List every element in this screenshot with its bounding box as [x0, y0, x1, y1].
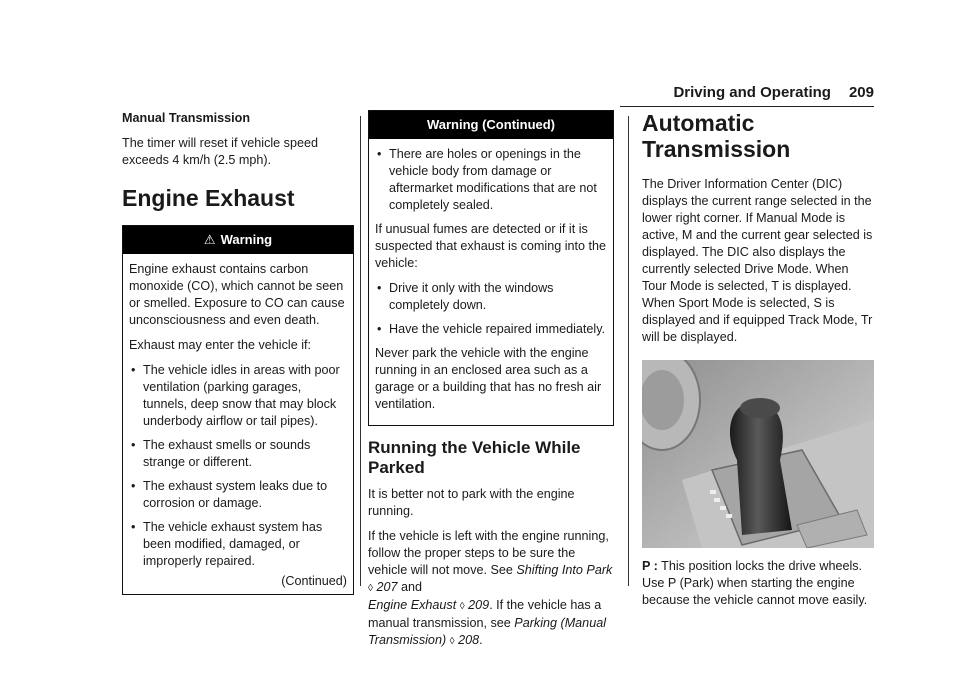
page-ref-arrow-icon: ◊: [449, 636, 455, 647]
list-item: • The vehicle idles in areas with poor ventilation (parking garages, tunnels, deep snow that may block underbody airflow or tail pipes).: [129, 362, 347, 430]
running-header: [673, 84, 874, 101]
list-item: • Drive it only with the windows completely down.: [375, 280, 607, 314]
dic-paragraph: The Driver Information Center (DIC) displays the current range selected in the lower right corner. If Manual Mode is active, M and the current gear selected is displayed. The DIC also displays the currently selected Drive Mode. When Tour Mode is selected, T is displayed. When Sport Mode is selected, S is displayed and if equipped Track Mode, Tr will be displayed.: [642, 177, 873, 344]
and-text: and: [400, 580, 422, 594]
page-ref-208[interactable]: 208: [458, 633, 480, 647]
park-label: P :: [642, 559, 658, 573]
period: .: [479, 633, 483, 647]
warning-paragraph-1: If unusual fumes are detected or if it is suspected that exhaust is coming into the vehicle:: [375, 222, 607, 270]
warning-body: [369, 139, 613, 425]
link-engine-exhaust[interactable]: Engine Exhaust: [368, 598, 457, 612]
column-3: [642, 110, 874, 617]
gear-shifter-illustration: [642, 360, 874, 548]
list-item: • The vehicle exhaust system has been modified, damaged, or improperly repaired.: [129, 519, 347, 570]
warning-box: [122, 225, 354, 595]
engine-exhaust-heading: Engine Exhaust: [122, 185, 295, 211]
column-divider-2: [628, 116, 629, 586]
warning-list: [375, 146, 607, 214]
list-item: • The exhaust system leaks due to corrosion or damage.: [129, 478, 347, 512]
parked-text-b: . If the vehicle has a manual transmission, see: [368, 598, 602, 630]
warning-list: [129, 362, 347, 570]
warning-body: [123, 254, 353, 594]
parked-text-a: If the vehicle is left with the engine running, follow the proper steps to be sure the vehicle will not move. See: [368, 529, 609, 577]
parked-paragraph-2: [368, 528, 614, 650]
header-section-title: Driving and Operating: [673, 84, 831, 101]
continued-label: (Continued): [281, 574, 347, 588]
park-text: This position locks the drive wheels. Use P (Park) when starting the engine because the vehicle cannot move easily.: [642, 559, 868, 607]
page-ref-207[interactable]: 207: [376, 580, 398, 594]
automatic-transmission-heading: Automatic Transmission: [642, 110, 791, 162]
column-divider-1: [360, 116, 361, 586]
warning-title: Warning: [220, 232, 273, 247]
warning-list-2: [375, 280, 607, 338]
warning-title-bar: [123, 226, 353, 254]
list-item: • The exhaust smells or sounds strange or different.: [129, 437, 347, 471]
timer-paragraph: The timer will reset if vehicle speed exceeds 4 km/h (2.5 mph).: [122, 136, 318, 167]
manual-transmission-subheading: Manual Transmission: [122, 111, 251, 125]
link-shifting-into-park[interactable]: Shifting Into Park: [516, 563, 613, 577]
page-ref-arrow-icon: ◊: [459, 601, 465, 612]
park-position-paragraph: [642, 558, 874, 609]
column-1: [122, 110, 354, 595]
link-parking-manual-transmission[interactable]: Parking (Manual Transmission): [368, 616, 606, 647]
list-item: • Have the vehicle repaired immediately.: [375, 321, 607, 338]
page-ref-209[interactable]: 209: [468, 598, 490, 612]
page-ref-arrow-icon: ◊: [368, 583, 373, 594]
header-rule: [620, 106, 874, 107]
page-number: 209: [848, 84, 874, 101]
warning-paragraph-2: Never park the vehicle with the engine running in an enclosed area such as a garage or a building that has no fresh air ventilation.: [375, 346, 602, 411]
column-2: [368, 110, 614, 658]
running-vehicle-parked-heading: Running the Vehicle While Parked: [368, 438, 581, 477]
warning-box-continued: [368, 110, 614, 426]
warning-triangle-icon: ⚠: [203, 232, 216, 247]
warning-title-bar: Warning (Continued): [369, 111, 613, 139]
warning-paragraph-2: Exhaust may enter the vehicle if:: [129, 338, 312, 352]
list-item: • There are holes or openings in the vehicle body from damage or aftermarket modifications that are not completely sealed.: [375, 146, 607, 214]
warning-paragraph-1: Engine exhaust contains carbon monoxide (CO), which cannot be seen or smelled. Exposure to CO can cause unconsciousness and even death.: [129, 262, 345, 327]
parked-paragraph-1: It is better not to park with the engine running.: [368, 487, 575, 518]
